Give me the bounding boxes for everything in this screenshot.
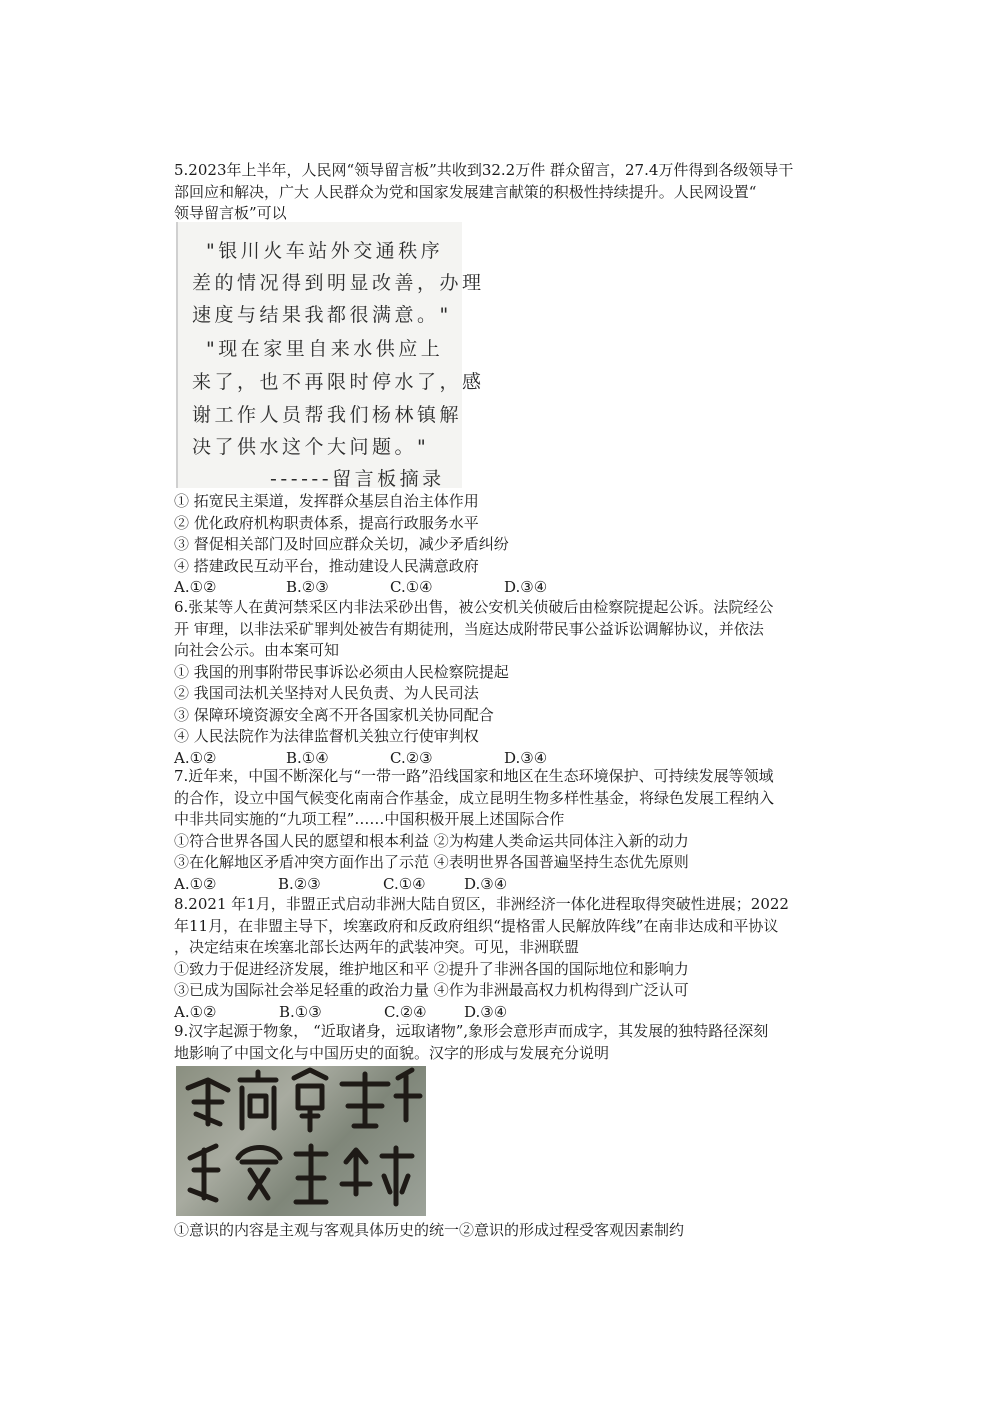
q6-option-2: ② 我国司法机关坚持对人民负责、为人民司法: [174, 684, 479, 702]
q6-stem-line: 向社会公示。由本案可知: [174, 641, 340, 659]
q5-stem-line: 5.2023年上半年，人民网“领导留言板”共收到32.2万件 群众留言，27.4万件得到各级领导干: [174, 161, 794, 179]
q6-choice-d: D.③④: [504, 748, 548, 767]
q5-option-2: ② 优化政府机构职责体系，提高行政服务水平: [174, 513, 479, 532]
q8-choices: [174, 1002, 824, 1024]
q7-choice-a: A.①②: [174, 874, 217, 893]
q7-choices: [174, 874, 824, 896]
q7-stem-line: 的合作，设立中国气候变化南南合作基金，成立昆明生物多样性基金，将绿色发展工程纳入: [174, 788, 775, 807]
q5-choices: [174, 577, 824, 599]
q6-choice-a: A.①②: [174, 748, 217, 767]
q8-choice-c: C.②④: [384, 1002, 427, 1021]
q7-options-row-1: ①符合世界各国人民的愿望和根本利益 ②为构建人类命运共同体注入新的动力: [174, 831, 689, 850]
q6-option-1: ① 我国的刑事附带民事诉讼必须由人民检察院提起: [174, 662, 509, 681]
q7-choice-b: B.②③: [278, 874, 321, 893]
message-board-excerpt-image: [176, 222, 485, 490]
q9-options: [174, 1220, 824, 1242]
q7-choice-d: D.③④: [464, 874, 508, 893]
question-7: [174, 766, 824, 895]
ancient-characters-image: [176, 1066, 426, 1216]
q8-options-row-1: ①致力于促进经济发展，维护地区和平 ②提升了非洲各国的国际地位和影响力: [174, 959, 689, 978]
quote-line: "现在家里自来水供应上: [206, 338, 444, 360]
quote-line: 来了，也不再限时停水了，感: [192, 371, 485, 393]
q9-stem-line: 9.汉字起源于物象， “近取诸身，远取诸物”,象形会意形声而成字，其发展的独特路径深刻: [174, 1022, 769, 1040]
quote-line: "银川火车站外交通秩序: [206, 240, 444, 262]
q8-stem-line: 年11月，在非盟主导下，埃塞政府和反政府组织“提格雷人民解放阵线”在南非达成和平协议: [174, 916, 779, 935]
q6-choice-b: B.①④: [286, 748, 329, 767]
q9-options-row-1: ①意识的内容是主观与客观具体历史的统一②意识的形成过程受客观因素制约: [174, 1221, 685, 1239]
q7-options-row-2: ③在化解地区矛盾冲突方面作出了示范 ④表明世界各国普遍坚持生态优先原则: [174, 853, 689, 871]
q5-option-4: ④ 搭建政民互动平台，推动建设人民满意政府: [174, 556, 479, 575]
question-9: [174, 1021, 824, 1064]
quote-source: ------留言板摘录: [270, 468, 445, 490]
q5-choice-b: B.②③: [286, 578, 329, 596]
q5-choice-d: D.③④: [504, 578, 548, 596]
q5-options: [174, 491, 824, 599]
q6-choice-c: C.②③: [390, 748, 433, 767]
q6-stem-line: 6.张某等人在黄河禁采区内非法采砂出售，被公安机关侦破后由检察院提起公诉。法院经公: [174, 598, 774, 616]
question-6: [174, 597, 824, 769]
quote-line: 速度与结果我都很满意。": [192, 304, 452, 326]
q8-choice-a: A.①②: [174, 1002, 217, 1021]
q5-stem-line: 领导留言板”可以: [174, 204, 287, 222]
q9-stem-line: 地影响了中国文化与中国历史的面貌。汉字的形成与发展充分说明: [174, 1043, 610, 1062]
q6-option-4: ④ 人民法院作为法律监督机关独立行使审判权: [174, 727, 479, 745]
question-8: [174, 894, 824, 1023]
quote-line: 谢工作人员帮我们杨林镇解: [192, 404, 463, 426]
oracle-bone-glyphs-illustration: [176, 1066, 426, 1216]
q8-stem-line: 8.2021 年1月，非盟正式启动非洲大陆自贸区，非洲经济一体化进程取得突破性进展；2022: [174, 895, 789, 913]
q7-choice-c: C.①④: [383, 874, 426, 893]
q8-stem-line: ，决定结束在埃塞北部长达两年的武装冲突。可见，非洲联盟: [174, 938, 580, 956]
q8-choice-d: D.③④: [464, 1002, 508, 1021]
q6-stem-line: 开 审理，以非法采矿罪判处被告有期徒刑，当庭达成附带民事公益诉讼调解协议，并依法: [174, 619, 764, 638]
question-5: [174, 160, 824, 225]
quote-line: 决了供水这个大问题。": [192, 436, 430, 458]
q6-option-3: ③ 保障环境资源安全离不开各国家机关协同配合: [174, 705, 494, 724]
quote-line: 差的情况得到明显改善，办理: [192, 272, 485, 294]
q7-stem-line: 7.近年来，中国不断深化与“一带一路”沿线国家和地区在生态环境保护、可持续发展等领域: [174, 767, 774, 785]
q7-stem-line: 中非共同实施的“九项工程”……中国积极开展上述国际合作: [174, 810, 565, 828]
q5-option-3: ③ 督促相关部门及时回应群众关切，减少矛盾纠纷: [174, 535, 509, 553]
q5-choice-c: C.①④: [390, 578, 433, 596]
q5-choice-a: A.①②: [174, 578, 217, 596]
q5-option-1: ① 拓宽民主渠道，发挥群众基层自治主体作用: [174, 492, 479, 510]
q8-choice-b: B.①③: [279, 1002, 322, 1021]
q8-options-row-2: ③已成为国际社会举足轻重的政治力量 ④作为非洲最高权力机构得到广泛认可: [174, 981, 689, 999]
q5-stem-line: 部回应和解决，广大 人民群众为党和国家发展建言献策的积极性持续提升。人民网设置“: [174, 182, 757, 201]
